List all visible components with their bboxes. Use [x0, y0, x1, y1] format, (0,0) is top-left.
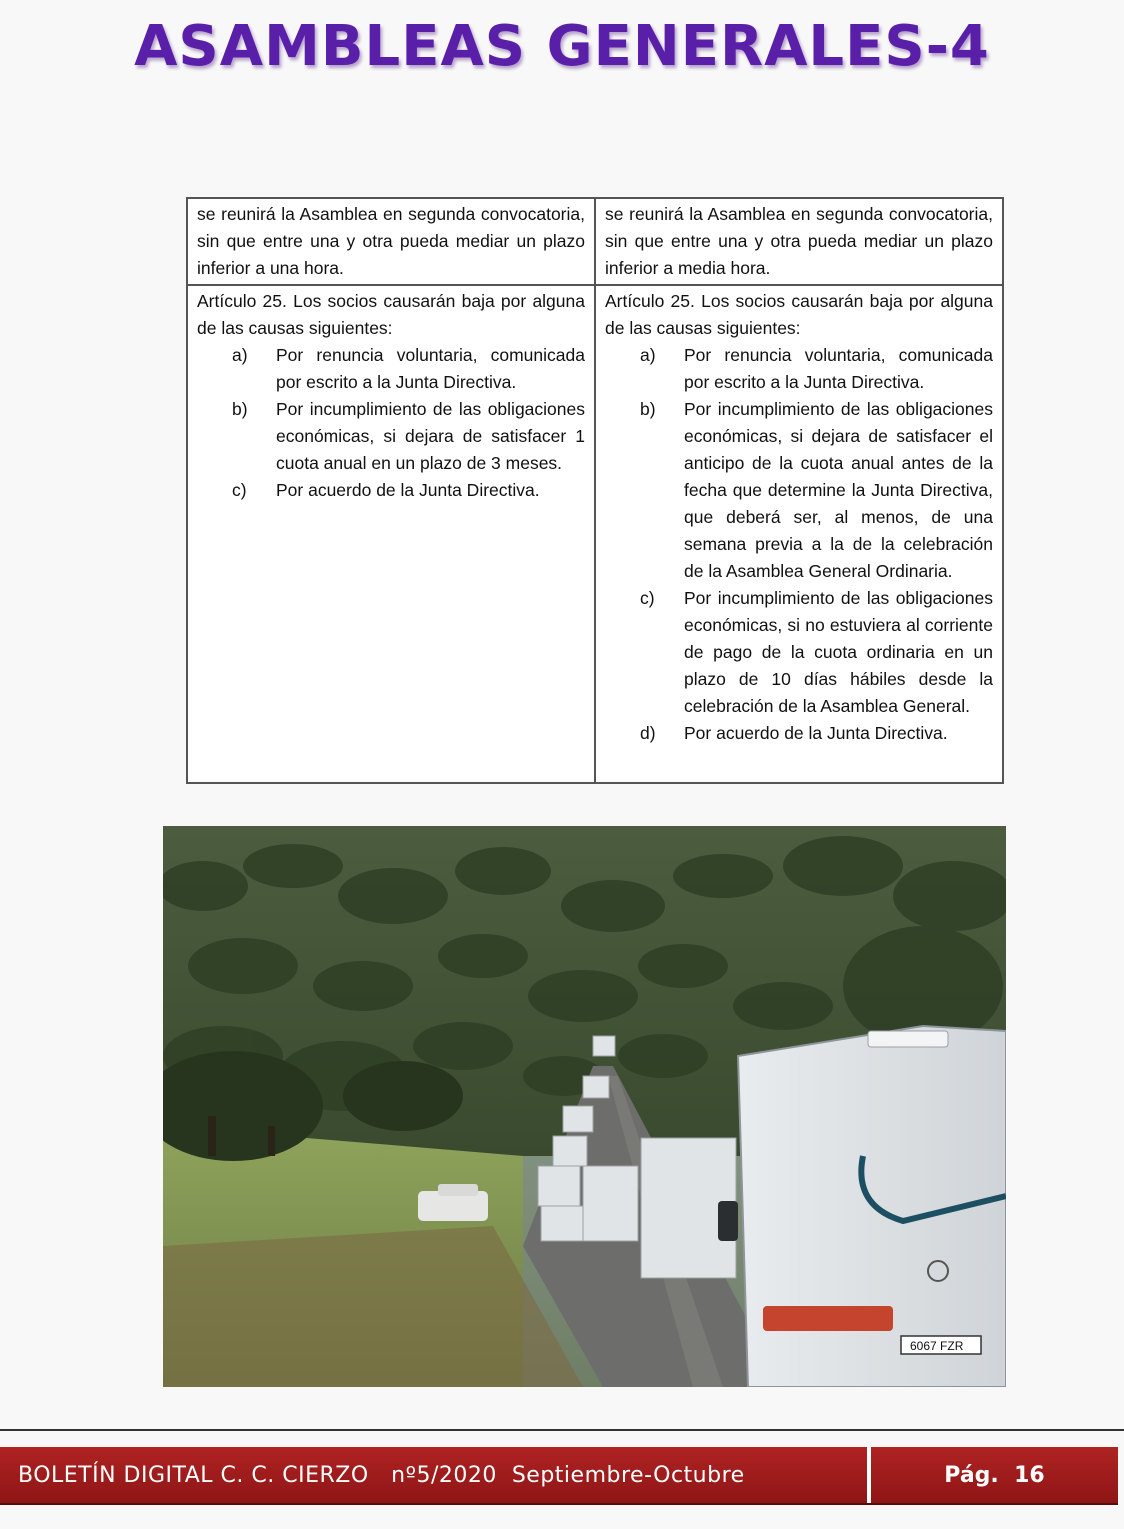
article-intro: Artículo 25. Los socios causarán baja por alguna de las causas siguientes:	[197, 291, 585, 338]
cell-text: se reunirá la Asamblea en segunda convocatoria, sin que entre una y otra pueda mediar un plazo inferior a una hora.	[197, 204, 585, 278]
license-plate-text: 6067 FZR	[910, 1339, 964, 1353]
table-row	[187, 285, 1003, 783]
list-item	[605, 585, 993, 720]
table-cell-left	[187, 198, 595, 285]
item-text: Por acuerdo de la Junta Directiva.	[684, 723, 948, 743]
item-label: d)	[640, 723, 656, 743]
footer-bar	[0, 1447, 1118, 1505]
item-label: b)	[640, 399, 656, 419]
bulletin-info: BOLETÍN DIGITAL C. C. CIERZO nº5/2020 Septiembre-Octubre	[18, 1462, 745, 1488]
item-label: a)	[232, 345, 248, 365]
caravan-convoy-photo	[163, 826, 1006, 1387]
causes-list	[605, 342, 993, 747]
article-intro: Artículo 25. Los socios causarán baja por alguna de las causas siguientes:	[605, 291, 993, 338]
item-text: Por renuncia voluntaria, comunicada por escrito a la Junta Directiva.	[276, 345, 585, 392]
causes-list	[197, 342, 585, 504]
list-item	[197, 342, 585, 396]
item-label: b)	[232, 399, 248, 419]
list-item	[605, 720, 993, 747]
item-text: Por incumplimiento de las obligaciones económicas, si no estuviera al corriente de pago de la cuota ordinaria en un plazo de 10 días hábiles desde la celebración de la Asamblea General.	[684, 588, 993, 716]
item-label: c)	[640, 588, 655, 608]
table-row	[187, 198, 1003, 285]
list-item	[197, 477, 585, 504]
statutes-comparison-table	[186, 197, 1004, 784]
table-cell-right	[595, 198, 1003, 285]
table-cell-left	[187, 285, 595, 783]
footer-divider	[0, 1429, 1124, 1431]
item-label: a)	[640, 345, 656, 365]
item-text: Por incumplimiento de las obligaciones económicas, si dejara de satisfacer 1 cuota anual en un plazo de 3 meses.	[276, 399, 585, 473]
list-item	[197, 396, 585, 477]
item-text: Por incumplimiento de las obligaciones económicas, si dejara de satisfacer el anticipo de la cuota anual antes de la fecha que determine la Junta Directiva, que deberá ser, al menos, de una semana previa a la de la celebración de la Asamblea General Ordinaria.	[684, 399, 993, 581]
list-item	[605, 342, 993, 396]
item-label: c)	[232, 480, 247, 500]
page-title: ASAMBLEAS GENERALES-4	[134, 14, 990, 79]
cell-text: se reunirá la Asamblea en segunda convocatoria, sin que entre una y otra pueda mediar un plazo inferior a media hora.	[605, 204, 993, 278]
item-text: Por renuncia voluntaria, comunicada por escrito a la Junta Directiva.	[684, 345, 993, 392]
table-cell-right	[595, 285, 1003, 783]
page-number: Pág. 16	[944, 1462, 1045, 1488]
list-item	[605, 396, 993, 585]
item-text: Por acuerdo de la Junta Directiva.	[276, 480, 540, 500]
